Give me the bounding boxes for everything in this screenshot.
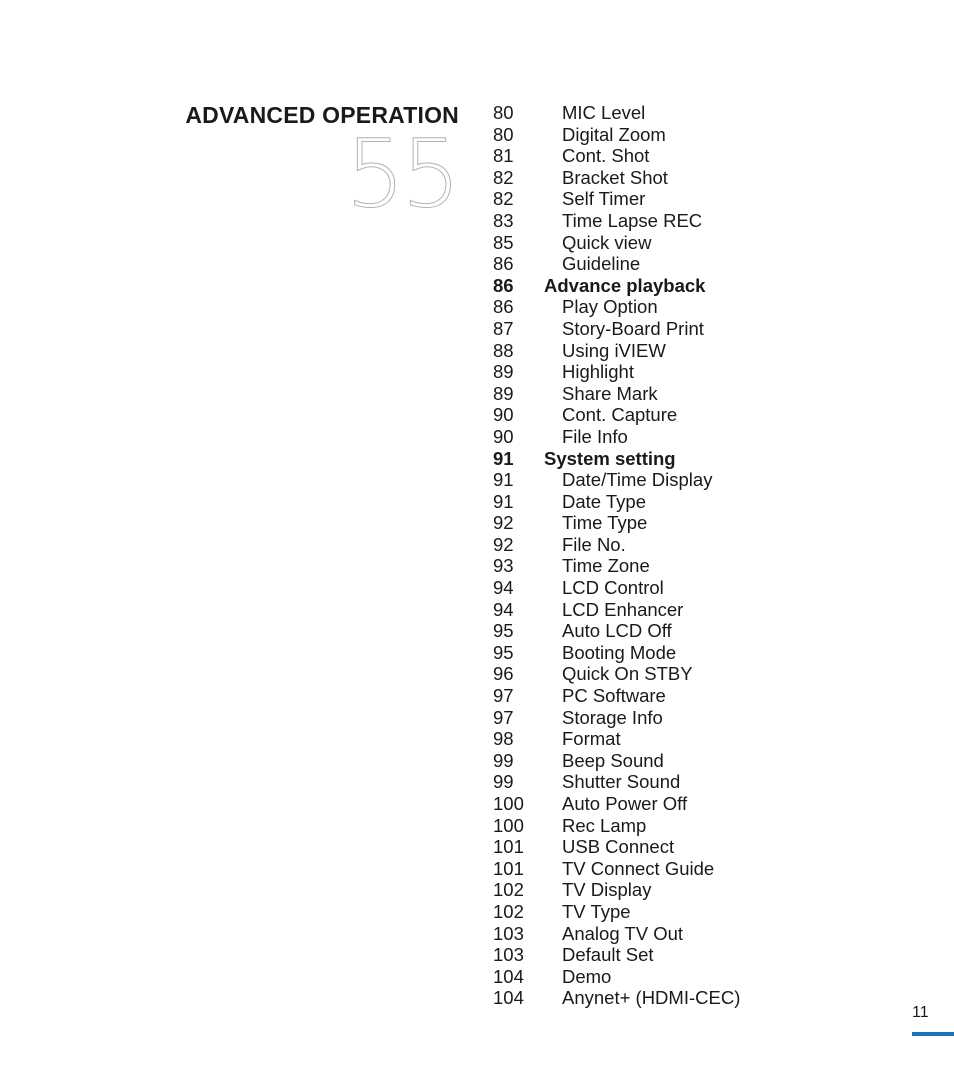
toc-label: Bracket Shot	[562, 166, 668, 188]
toc-page-number: 92	[493, 533, 514, 555]
section-number: 55	[345, 120, 457, 229]
toc-label: Date/Time Display	[562, 469, 713, 491]
toc-page-number: 87	[493, 317, 514, 339]
toc-page-number: 99	[493, 771, 514, 793]
toc-label: Cont. Shot	[562, 145, 650, 167]
toc-page-number: 83	[493, 209, 514, 231]
toc-page-number: 91	[493, 490, 514, 512]
page-number: 11	[912, 1004, 929, 1021]
toc-label: Auto LCD Off	[562, 620, 672, 642]
toc-page-number: 91	[493, 447, 514, 469]
toc-label: Auto Power Off	[562, 793, 688, 814]
toc-page-number: 89	[493, 361, 514, 383]
toc-page-number: 92	[493, 512, 514, 534]
toc-label: Demo	[562, 965, 612, 987]
toc-label: Quick view	[562, 231, 652, 253]
toc-page-number: 95	[493, 641, 514, 663]
section-title: ADVANCED OPERATION	[185, 102, 459, 128]
toc-label: MIC Level	[562, 102, 646, 123]
toc-page-number: 86	[493, 253, 514, 275]
toc-label: Booting Mode	[562, 641, 677, 663]
toc-page-number: 99	[493, 749, 514, 771]
toc-page-number: 103	[493, 922, 524, 944]
toc-label: Quick On STBY	[562, 663, 693, 685]
toc-page-number: 97	[493, 706, 514, 728]
toc-label: LCD Enhancer	[562, 598, 684, 620]
toc-label: TV Connect Guide	[562, 857, 715, 879]
toc-label: Advance playback	[544, 274, 706, 296]
toc-page-number: 93	[493, 555, 514, 577]
toc-page-number: 86	[493, 296, 514, 318]
toc-page-number: 94	[493, 598, 514, 620]
toc-page-number: 80	[493, 102, 514, 123]
toc-page-number: 90	[493, 404, 514, 426]
toc-page-number: 101	[493, 857, 524, 879]
toc-label: LCD Control	[562, 577, 664, 599]
toc-label: Beep Sound	[562, 749, 664, 771]
toc-label: Anynet+ (HDMI-CEC)	[562, 987, 741, 1009]
toc-label: System setting	[544, 447, 676, 469]
toc-page-number: 104	[493, 987, 524, 1009]
toc-label: Time Lapse REC	[562, 209, 703, 231]
toc-label: File Info	[562, 425, 628, 447]
toc-page-number: 95	[493, 620, 514, 642]
toc-label: Guideline	[562, 253, 641, 275]
toc-label: Storage Info	[562, 706, 663, 728]
toc-page-number: 91	[493, 469, 514, 491]
toc-label: Using iVIEW	[562, 339, 666, 361]
toc-page-number: 101	[493, 836, 524, 858]
toc-label: Cont. Capture	[562, 404, 678, 426]
toc-label: Shutter Sound	[562, 771, 681, 793]
toc-label: Time Type	[562, 512, 648, 534]
toc-label: Date Type	[562, 490, 646, 512]
toc-label: Analog TV Out	[562, 922, 684, 944]
toc-page-number: 86	[493, 274, 514, 296]
toc-label: Format	[562, 728, 621, 750]
toc-page-number: 94	[493, 577, 514, 599]
toc-label: File No.	[562, 533, 626, 555]
toc-page-number: 82	[493, 166, 514, 188]
toc-page-number: 96	[493, 663, 514, 685]
toc-page-number: 89	[493, 382, 514, 404]
toc-page-number: 85	[493, 231, 514, 253]
toc-label: Story-Board Print	[562, 317, 704, 339]
toc-page-number: 102	[493, 879, 524, 901]
toc-page-number: 104	[493, 965, 524, 987]
toc-label: Time Zone	[562, 555, 650, 577]
toc-label: Play Option	[562, 296, 658, 318]
toc-page-number: 100	[493, 814, 524, 836]
toc-page-number: 103	[493, 944, 524, 966]
toc-label: Self Timer	[562, 188, 646, 210]
toc-label: Highlight	[562, 361, 634, 383]
toc-page-number: 81	[493, 145, 514, 167]
page-accent-bar	[912, 1032, 954, 1036]
toc-page-number: 97	[493, 685, 514, 707]
toc-label: Digital Zoom	[562, 123, 666, 145]
toc-label: Default Set	[562, 944, 654, 966]
toc-page-number: 98	[493, 728, 514, 750]
toc-page-number: 90	[493, 425, 514, 447]
toc-page-number: 88	[493, 339, 514, 361]
toc-label: Share Mark	[562, 382, 658, 404]
toc-page-number: 100	[493, 793, 524, 814]
toc-page-number: 80	[493, 123, 514, 145]
toc-page-number: 102	[493, 900, 524, 922]
toc-label: PC Software	[562, 685, 666, 707]
toc-label: Rec Lamp	[562, 814, 647, 836]
toc-page-number: 82	[493, 188, 514, 210]
toc-label: USB Connect	[562, 836, 675, 858]
toc-label: TV Display	[562, 879, 652, 901]
toc-label: TV Type	[562, 900, 631, 922]
